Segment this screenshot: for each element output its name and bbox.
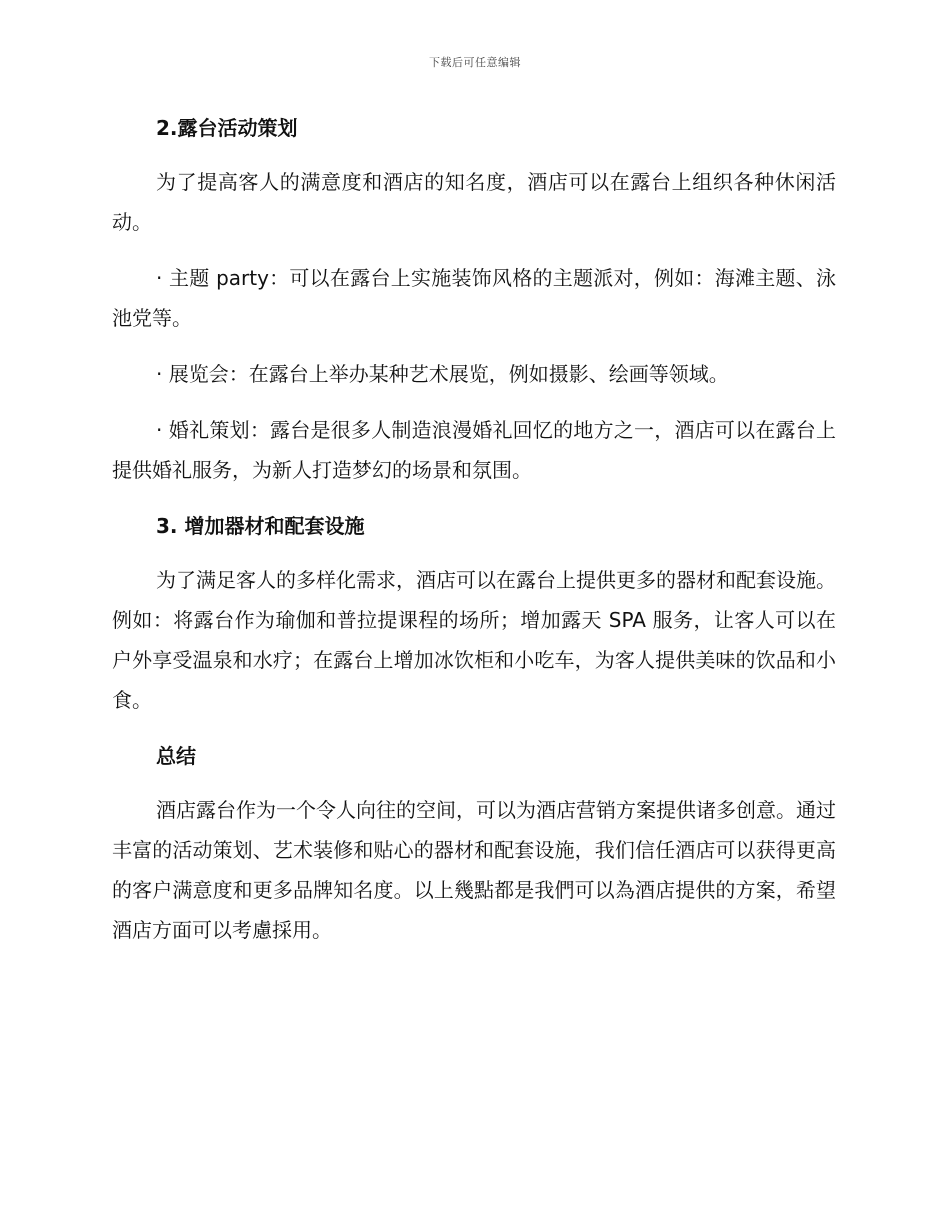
paragraph: 酒店露台作为一个令人向往的空间，可以为酒店营销方案提供诸多创意。通过丰富的活动策划、艺术装修和贴心的器材和配套设施，我们信任酒店可以获得更高的客户满意度和更多品牌知名度。以上幾點都是我們可以為酒店提供的方案，希望酒店方面可以考慮採用。	[112, 798, 836, 942]
header-note: 下载后可任意编辑	[429, 56, 521, 69]
section-heading-equipment: 3. 增加器材和配套设施	[156, 514, 365, 538]
document-body	[112, 108, 836, 950]
bullet-item-theme-party: · 主题 party：可以在露台上实施装饰风格的主题派对，例如：海滩主题、泳池党等。	[112, 266, 836, 330]
bullet-item-wedding-planning: · 婚礼策划：露台是很多人制造浪漫婚礼回忆的地方之一，酒店可以在露台上提供婚礼服务，为新人打造梦幻的场景和氛围。	[112, 418, 836, 482]
paragraph: 为了提高客人的满意度和酒店的知名度，酒店可以在露台上组织各种休闲活动。	[112, 170, 836, 234]
paragraph: 为了满足客人的多样化需求，酒店可以在露台上提供更多的器材和配套设施。例如：将露台作为瑜伽和普拉提课程的场所；增加露天 SPA 服务，让客人可以在户外享受温泉和水疗；在露台上增加冰饮柜和小吃车，为客人提供美味的饮品和小食。	[112, 568, 836, 712]
bullet-item-exhibition: · 展览会：在露台上举办某种艺术展览，例如摄影、绘画等领域。	[156, 362, 729, 386]
section-heading-activity-planning: 2.露台活动策划	[156, 116, 298, 140]
section-heading-summary: 总结	[156, 744, 196, 768]
